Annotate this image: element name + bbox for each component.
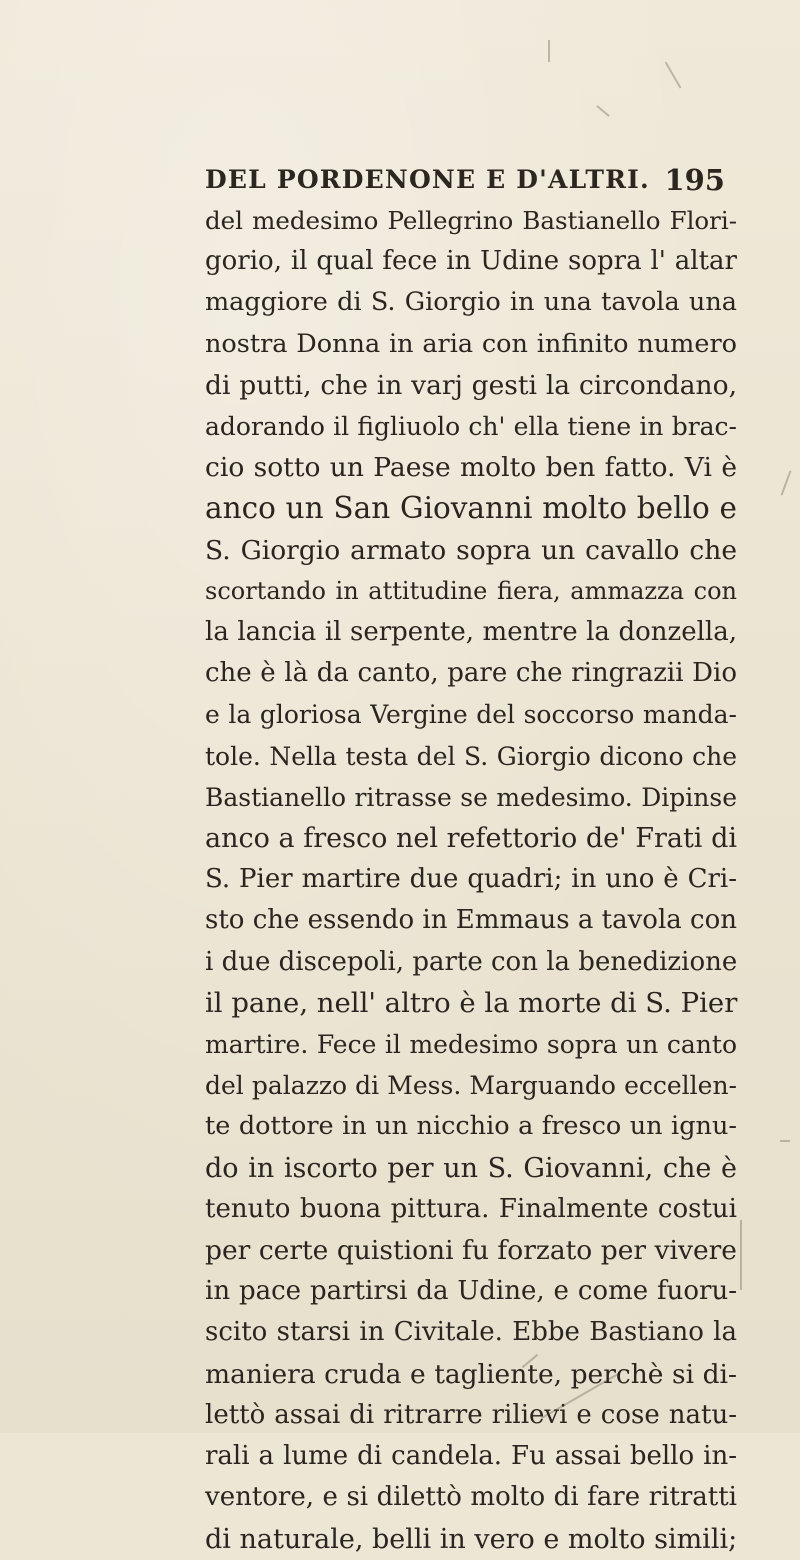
text-line: la lancia il serpente, mentre la donzella, [205, 617, 737, 648]
body-text [205, 200, 737, 1560]
text-line: scito starsi in Civitale. Ebbe Bastiano la [205, 1317, 737, 1348]
text-line: lettò assai di ritrarre rilievi e cose natu- [205, 1399, 737, 1430]
text-line: in pace partirsi da Udine, e come fuoru- [205, 1276, 737, 1307]
text-line: anco un San Giovanni molto bello e [205, 491, 737, 526]
page-mark [596, 105, 610, 117]
text-line: di putti, che in varj gesti la circondano, [205, 369, 737, 401]
text-line: sto che essendo in Emmaus a tavola con [205, 905, 737, 936]
page-mark [781, 470, 792, 495]
text-line: e la gloriosa Vergine del soccorso manda- [205, 700, 737, 730]
text-line: do in iscorto per un S. Giovanni, che è [205, 1152, 737, 1184]
text-line: adorando il figliuolo ch' ella tiene in brac- [205, 412, 737, 442]
text-line: tole. Nella testa del S. Giorgio dicono che [205, 741, 737, 771]
text-line: S. Pier martire due quadri; in uno è Cri- [205, 864, 737, 895]
text-line: anco a fresco nel refettorio de' Frati di [205, 823, 737, 855]
page-mark [548, 40, 550, 62]
text-line: di naturale, belli in vero e molto simili; [205, 1523, 738, 1555]
running-title: DEL PORDENONE E D'ALTRI. [205, 165, 650, 194]
text-line: maniera cruda e tagliente, perchè si di- [205, 1358, 737, 1390]
text-line: del medesimo Pellegrino Bastianello Flori- [205, 206, 737, 235]
text-line: per certe quistioni fu forzato per vivere [205, 1235, 737, 1267]
text-line: gorio, il qual fece in Udine sopra l' altar [205, 246, 737, 277]
text-line: del palazzo di Mess. Marguando eccellen- [205, 1071, 737, 1101]
text-line: Bastianello ritrasse se medesimo. Dipinse [205, 782, 737, 812]
text-line: cio sotto un Paese molto ben fatto. Vi è [205, 452, 737, 484]
text-line: ventore, e si dilettò molto di fare ritratti [205, 1482, 737, 1513]
text-line: rali a lume di candela. Fu assai bello in- [205, 1441, 737, 1472]
text-line: te dottore in un nicchio a fresco un ignu- [205, 1111, 737, 1142]
text-line: scortando in attitudine fiera, ammazza con [205, 576, 737, 605]
page-mark [665, 62, 682, 89]
text-line: tenuto buona pittura. Finalmente costui [205, 1193, 737, 1224]
page-mark [740, 1220, 742, 1290]
text-line: S. Giorgio armato sopra un cavallo che [205, 534, 737, 566]
page-number: 195 [664, 163, 725, 197]
running-header [205, 165, 725, 205]
text-line: maggiore di S. Giorgio in una tavola una [205, 287, 737, 318]
text-line: i due discepoli, parte con la benedizione [205, 946, 738, 977]
text-line: martire. Fece il medesimo sopra un canto [205, 1030, 737, 1060]
text-line: che è là da canto, pare che ringrazii Dio [205, 658, 737, 689]
text-line: nostra Donna in aria con infinito numero [205, 328, 737, 359]
text-line: il pane, nell' altro è la morte di S. Pier [205, 986, 738, 1019]
page-mark [780, 1140, 790, 1142]
